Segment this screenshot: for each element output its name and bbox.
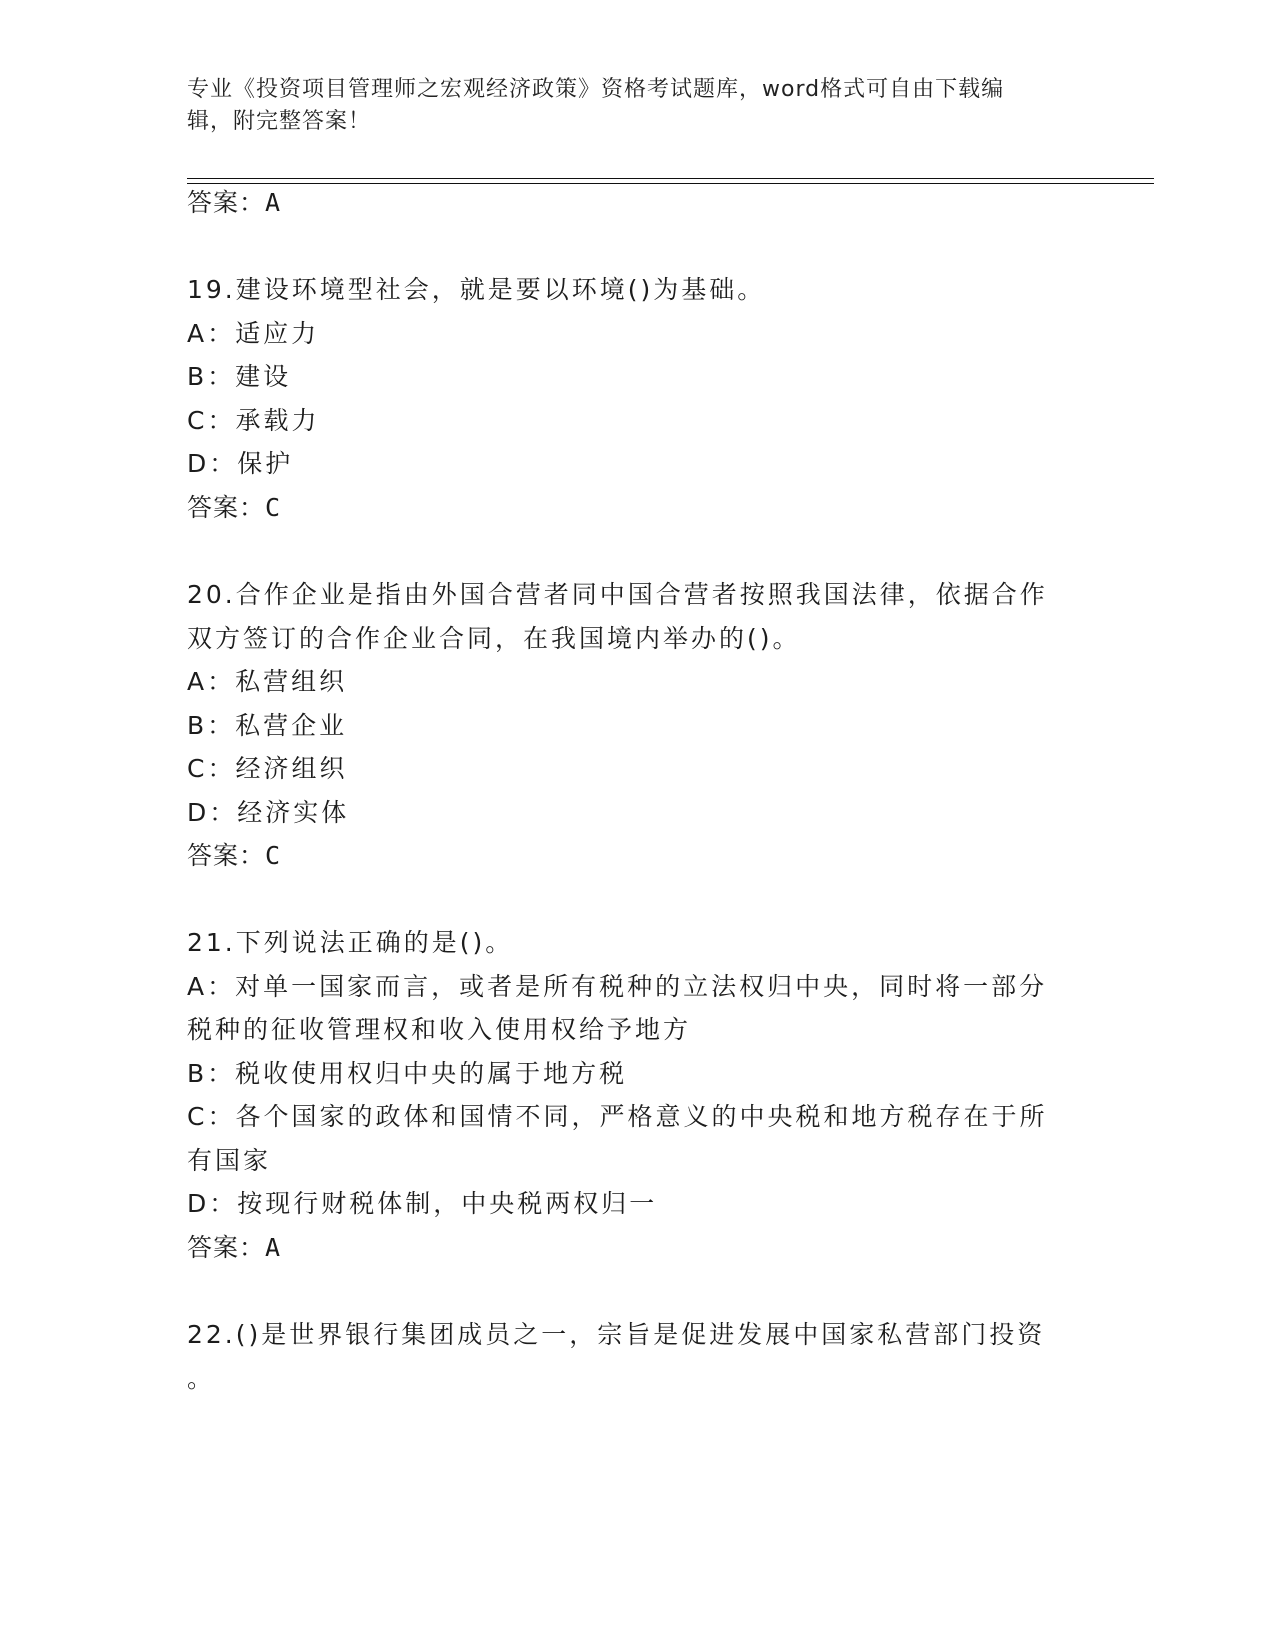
- option-c: C：各个国家的政体和国情不同，严格意义的中央税和地方税存在于所: [187, 1102, 1048, 1131]
- answer-value: A: [265, 1233, 282, 1262]
- option-b: B：建设: [187, 362, 292, 391]
- header-divider-top: [187, 178, 1154, 179]
- option-c: C：承载力: [187, 406, 320, 435]
- answer-line: [187, 1233, 281, 1263]
- answer-line: [187, 493, 281, 523]
- option-c: C：经济组织: [187, 754, 348, 783]
- question-stem: 19.建设环境型社会，就是要以环境()为基础。: [187, 275, 766, 304]
- question-stem: 22.()是世界银行集团成员之一，宗旨是促进发展中国家私营部门投资: [187, 1320, 1046, 1349]
- option-a: A：适应力: [187, 319, 320, 348]
- option-a-cont: 税种的征收管理权和收入使用权给予地方: [187, 1015, 692, 1044]
- answer-label: 答案：: [187, 493, 266, 522]
- question-stem-cont: 双方签订的合作企业合同，在我国境内举办的()。: [187, 624, 801, 653]
- option-d: D：保护: [187, 449, 294, 478]
- answer-label: 答案：: [187, 1233, 266, 1262]
- option-a: A：对单一国家而言，或者是所有税种的立法权归中央，同时将一部分: [187, 972, 1048, 1001]
- answer-value: C: [265, 493, 282, 522]
- question-stem: 20.合作企业是指由外国合营者同中国合营者按照我国法律，依据合作: [187, 580, 1048, 609]
- answer-value: A: [265, 188, 282, 217]
- option-b: B：税收使用权归中央的属于地方税: [187, 1059, 628, 1088]
- option-c-cont: 有国家: [187, 1146, 272, 1175]
- question-stem-cont: 。: [187, 1364, 216, 1393]
- answer-label: 答案：: [187, 841, 266, 870]
- answer-line: [187, 188, 281, 218]
- answer-label: 答案：: [187, 188, 266, 217]
- option-a: A：私营组织: [187, 667, 348, 696]
- header-divider-bottom: [187, 183, 1154, 184]
- answer-value: C: [265, 841, 282, 870]
- option-d: D：经济实体: [187, 798, 350, 827]
- question-stem: 21.下列说法正确的是()。: [187, 928, 514, 957]
- answer-line: [187, 841, 281, 871]
- option-b: B：私营企业: [187, 711, 348, 740]
- document-header: [187, 74, 1067, 138]
- option-d: D：按现行财税体制，中央税两权归一: [187, 1189, 658, 1218]
- header-line-2: 辑，附完整答案！: [187, 109, 372, 134]
- header-line-1: 专业《投资项目管理师之宏观经济政策》资格考试题库，word格式可自由下载编: [187, 77, 1005, 102]
